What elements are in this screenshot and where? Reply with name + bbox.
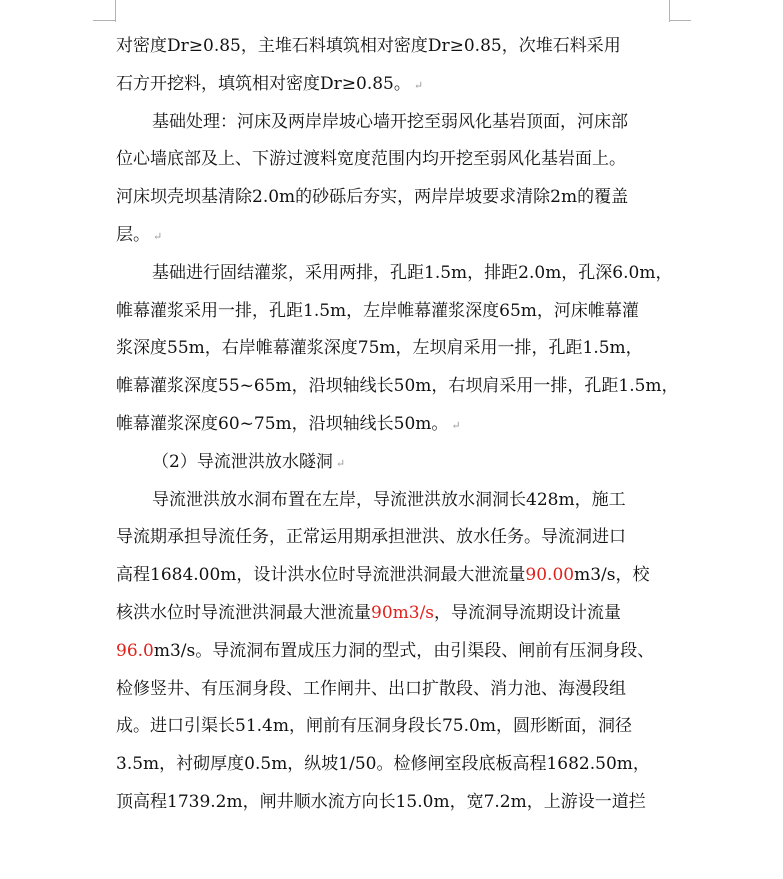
text-line: 河床坝壳坝基清除2.0m的砂砾后夯实，两岸岸坡要求清除2m的覆盖 <box>116 187 629 208</box>
paragraph-mark-icon: ↵ <box>413 78 424 92</box>
text-line: 基础处理：河床及两岸岸坡心墙开挖至弱风化基岩顶面，河床部 <box>152 111 628 132</box>
text-line: 帷幕灌浆采用一排，孔距1.5m，左岸帷幕灌浆深度65m，河床帷幕灌 <box>116 300 639 321</box>
text-line: 石方开挖料，填筑相对密度Dr≥0.85。 ↵ <box>116 73 424 94</box>
text-line: 层。 ↵ <box>116 224 163 245</box>
document-body <box>116 28 679 822</box>
paragraph-mark-icon: ↵ <box>153 229 163 243</box>
highlighted-value: 90m3/s <box>371 602 435 623</box>
text-line: 96.0m3/s。导流洞布置成压力洞的型式，由引渠段、闸前有压洞身段、 <box>116 640 655 661</box>
paragraph-mark-icon: ↵ <box>451 418 461 432</box>
text-line: 对密度Dr≥0.85，主堆石料填筑相对密度Dr≥0.85，次堆石料采用 <box>116 36 621 56</box>
text-line: 浆深度55m，右岸帷幕灌浆深度75m，左坝肩采用一排，孔距1.5m， <box>116 338 643 359</box>
text-line: 基础进行固结灌浆，采用两排，孔距1.5m，排距2.0m，孔深6.0m， <box>152 262 673 283</box>
text-line: 3.5m，衬砌厚度0.5m，纵坡1/50。检修闸室段底板高程1682.50m， <box>116 754 650 775</box>
highlighted-value: 96.0 <box>116 640 154 661</box>
paragraph-mark-icon: ↵ <box>335 456 346 470</box>
text-line: 帷幕灌浆深度60~75m，沿坝轴线长50m。 ↵ <box>116 413 461 434</box>
highlighted-value: 90.00 <box>525 565 575 586</box>
text-line: 高程1684.00m，设计洪水位时导流泄洪洞最大泄流量90.00m3/s，校 <box>116 565 650 586</box>
text-line: 核洪水位时导流泄洪洞最大泄流量90m3/s，导流洞导流期设计流量 <box>116 602 622 623</box>
text-line: 成。进口引渠长51.4m，闸前有压洞身段长75.0m，圆形断面，洞径 <box>116 716 632 737</box>
text-line: 导流期承担导流任务，正常运用期承担泄洪、放水任务。导流洞进口 <box>116 527 626 548</box>
text-line: 位心墙底部及上、下游过渡料宽度范围内均开挖至弱风化基岩面上。 <box>116 149 626 170</box>
text-line: 检修竖井、有压洞身段、工作闸井、出口扩散段、消力池、海漫段组 <box>116 678 626 699</box>
text-line: 帷幕灌浆深度55~65m，沿坝轴线长50m，右坝肩采用一排，孔距1.5m， <box>116 376 679 397</box>
text-line: 导流泄洪放水洞布置在左岸，导流泄洪放水洞洞长428m，施工 <box>152 489 626 510</box>
section-heading: （2）导流泄洪放水隧洞 ↵ <box>152 451 346 472</box>
text-line: 顶高程1739.2m，闸井顺水流方向长15.0m，宽7.2m，上游设一道拦 <box>116 791 646 812</box>
